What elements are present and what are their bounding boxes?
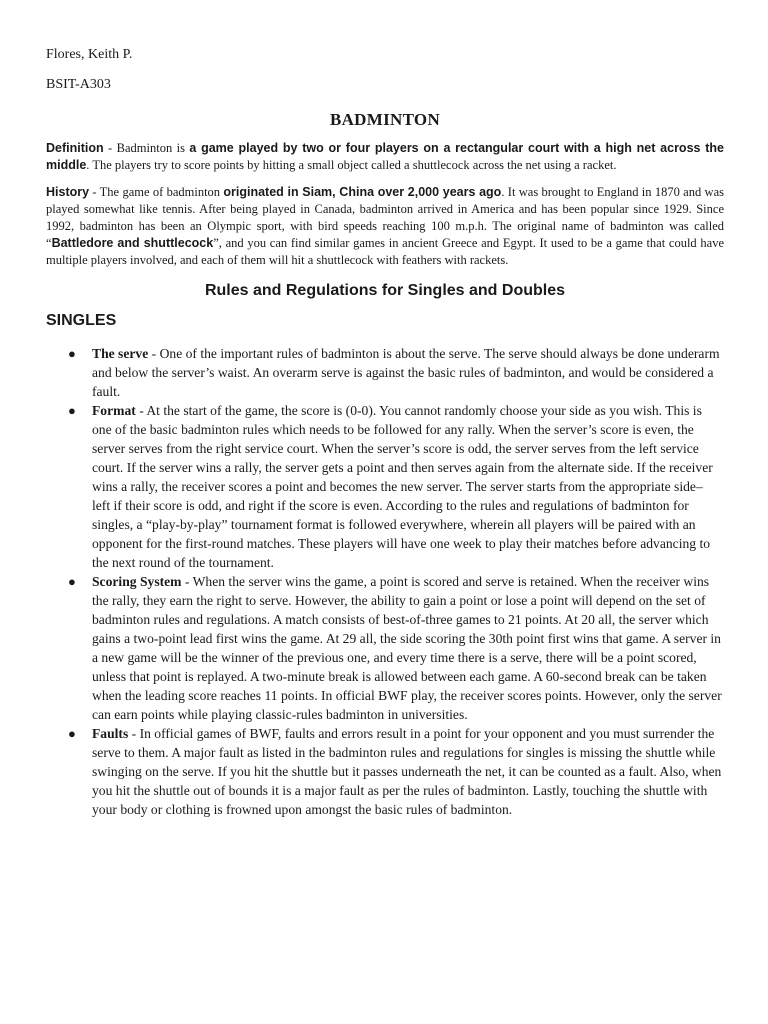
history-bold-origin: originated in Siam, China over 2,000 years ago [223,185,502,199]
rule-term: Faults [92,726,129,741]
history-intro: - The game of badminton [89,185,224,199]
rule-term: The serve [92,346,149,361]
rule-text: - At the start of the game, the score is (0-0). You cannot randomly choose your side as you wish. This is one of the basic badminton rules which needs to be followed for any rally. When the server’s score is even, the server serves from the right service court. When the server’s score is odd, the server serves from the left service court. If the server wins a rally, the server gets a point and then serves again from the alternate side. If the receiver wins a rally, the receiver scores a point and becomes the new server. The server starts from the appropriate side– left if their score is odd, and right if the score is even. According to the rules and regulations of badminton for singles, a “play-by-play” tournament format is followed everywhere, wherein all players will be paired with an opponent for the first-round matches. These players will have one week to play their matches before advancing to the next round of the tournament. [92,403,713,570]
definition-paragraph [46,140,724,174]
rules-heading: Rules and Regulations for Singles and Doubles [204,282,566,299]
definition-bold: a game played by two or four players on a rectangular court with a high net across the middle [46,141,724,172]
author-name: Flores, Keith P. [46,47,133,62]
bullet-icon: ● [68,574,76,589]
list-item [46,401,724,572]
history-paragraph [46,184,724,269]
document-page [46,46,724,819]
rule-text: - When the server wins the game, a point is scored and serve is retained. When the receiver wins the rally, they earn the right to serve. However, the ability to gain a point or lose a point will depend on the set of badminton rules and regulations. A match consists of best-of-three games to 21 points. At 20 all, the server which gains a two-point lead first wins the game. At 29 all, the side scoring the 30th point first wins that game. A server in a new game will be the winner of the previous one, and every time there is a serve, there will be a point scored, unless that point is replayed. A two-minute break is allowed between each game. A 60-second break can be taken when the leading score reaches 11 points. In official BWF play, the receiver scores points. However, only the server can earn points while playing classic-rules badminton in universities. [92,574,722,722]
rule-term: Format [92,403,136,418]
rules-list [46,344,724,819]
history-rest: ”, and you can find similar games in ancient Greece and Egypt. It used to be a game that could have multiple players involved, and each of them will hit a shuttlecock with feathers with rackets. [46,236,724,267]
class-section: BSIT-A303 [46,77,111,92]
definition-intro: - Badminton is [103,141,190,155]
rule-term: Scoring System [92,574,182,589]
list-item [46,724,724,819]
definition-label: Definition [46,141,104,155]
bullet-icon: ● [68,403,76,418]
definition-rest: . The players try to score points by hitting a small object called a shuttlecock across the net using a racket. [86,158,617,172]
singles-heading: SINGLES [46,312,117,329]
history-middle: . It was brought to England in 1870 and was played somewhat like tennis. After being played in Canada, badminton arrived in America and has been popular since 1929. Since 1992, badminton has been an Olympic sport, with bird speeds reaching 100 m.p.h. The original name of badminton was called “ [46,185,724,250]
bullet-icon: ● [68,346,76,361]
rule-text: - One of the important rules of badminton is about the serve. The serve should always be done underarm and below the server’s waist. An overarm serve is against the basic rules of badminton, and would be considered a fault. [92,346,720,399]
document-title: BADMINTON [329,110,441,129]
history-label: History [46,185,90,199]
bullet-icon: ● [68,726,76,741]
rule-text: - In official games of BWF, faults and errors result in a point for your opponent and you must surrender the serve to them. A major fault as listed in the badminton rules and regulations for singles is missing the shuttle while swinging on the serve. If you hit the shuttle but it passes underneath the net, it can be counted as a fault. Also, when you hit the shuttle out of bounds it is a major fault as per the rules of badminton. Lastly, touching the shuttle with your body or clothing is frowned upon amongst the basic rules of badminton. [92,726,722,817]
list-item [46,344,724,401]
list-item [46,572,724,724]
history-bold-name: Battledore and shuttlecock [51,236,214,250]
